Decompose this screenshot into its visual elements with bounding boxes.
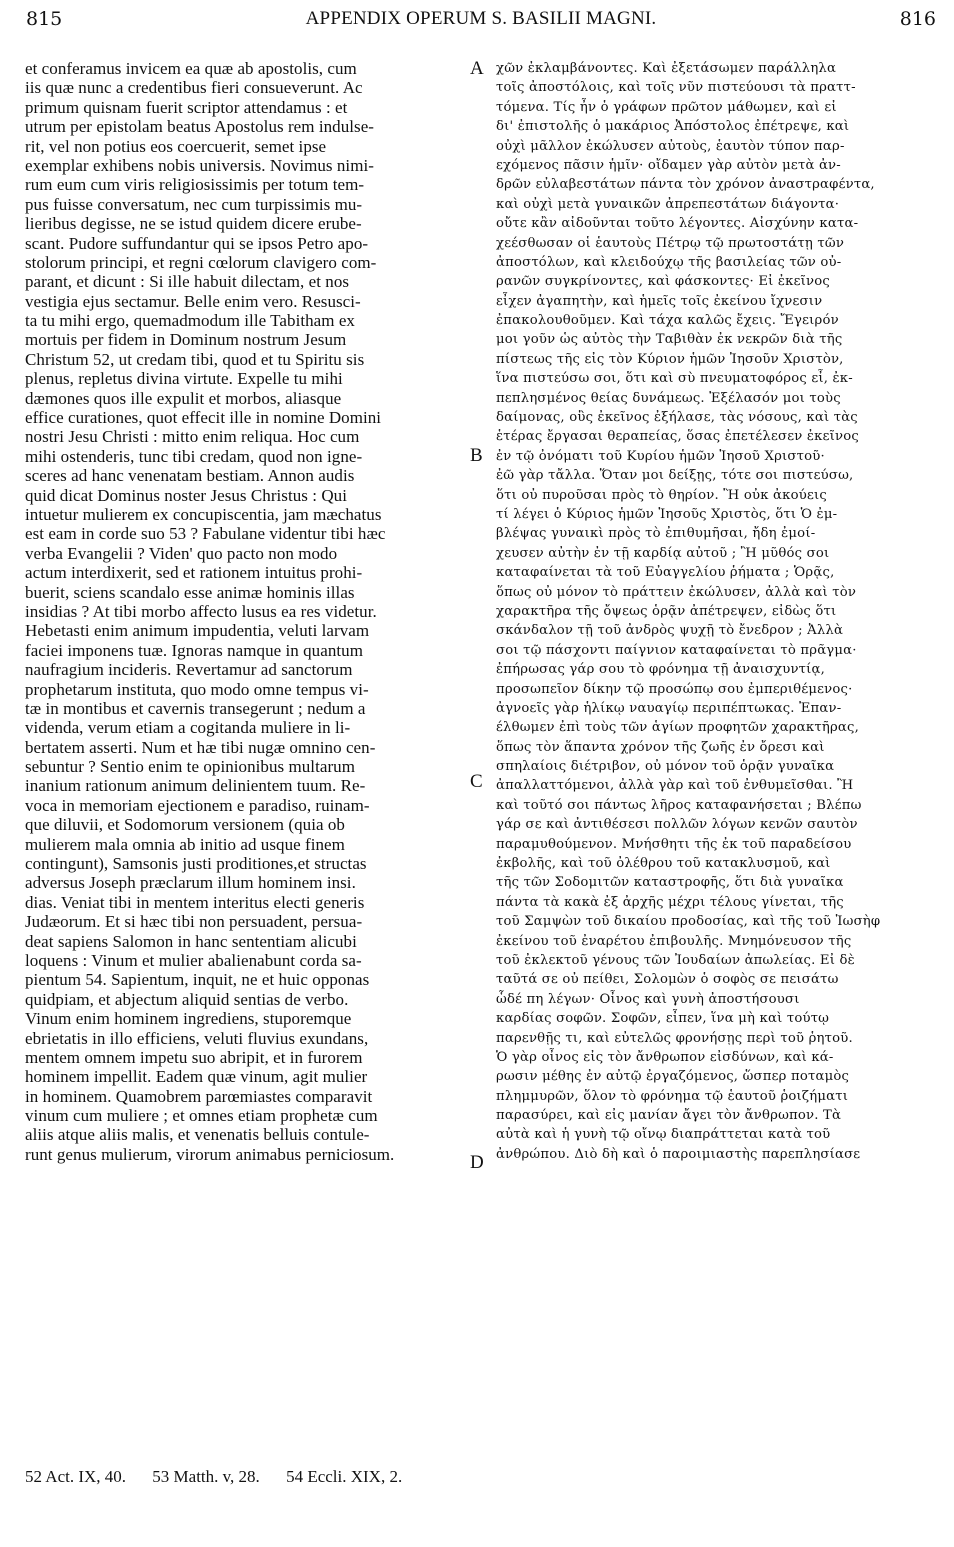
greek-text-line: οὔτε κἂν αἰδοῦνται τοῦτο λέγοντες. Αἰσχύνην κατα- bbox=[496, 216, 859, 232]
latin-text-line: aliis atque aliis malis, et venenatis belluis contule- bbox=[25, 1125, 370, 1145]
greek-text-line: ἑτέρας ἔργασαι θεραπείας, ὅσας ἐπετέλεσεν ἐκεῖνος bbox=[496, 429, 859, 445]
latin-text-line: Judæorum. Et si hæc tibi non persuadent, persua- bbox=[25, 912, 363, 932]
section-marker-b: B bbox=[470, 445, 483, 466]
latin-text-line: rit, vel non potius eos coercuerit, semet ipse bbox=[25, 136, 327, 156]
latin-text-line: loquens : Vinum et mulier abalienabunt corda sa- bbox=[25, 950, 362, 970]
latin-text-line: mortuis per fidem in Dominum nostrum Jesum bbox=[25, 330, 347, 350]
latin-text-line: vestigia ejus sectamur. Belle enim vero. Resusci- bbox=[25, 291, 361, 311]
greek-text-line: γάρ σε καὶ ἀντιθέσεσι πολλῶν λόγων κενῶν σαυτὸν bbox=[496, 817, 858, 833]
latin-text-line: Vinum enim hominem ingrediens, stuporemque bbox=[25, 1009, 352, 1029]
latin-text-line: inanium rationum animum delinientem tuum. Re- bbox=[25, 776, 366, 796]
latin-text-line: iis quæ nunc a credentibus fieri consueverunt. Ac bbox=[25, 78, 363, 98]
latin-text-line: utrum per epistolam beatus Apostolus rem indulse- bbox=[25, 117, 375, 137]
greek-text-line: καὶ τοῦτό σοι πάντως λῆρος καταφανήσεται ; Βλέπω bbox=[496, 797, 862, 813]
latin-text-line: contingunt), Samsonis justi proditiones,et structas bbox=[25, 854, 367, 874]
latin-text-line: intuetur mulierem ex concupiscentia, jam mæchatus bbox=[25, 504, 382, 524]
section-marker-c: C bbox=[470, 771, 483, 792]
greek-text-line: χεέσθωσαν οἱ ἑαυτοὺς Πέτρῳ τῷ πρωτοστάτῃ τῶν bbox=[496, 235, 845, 251]
greek-text-line: δι' ἐπιστολῆς ὁ μακάριος Ἀπόστολος ἐπέτρεψε, καὶ bbox=[496, 119, 850, 135]
latin-text-line: naufragium incideris. Revertamur ad sanctorum bbox=[25, 660, 353, 680]
running-title: APPENDIX OPERUM S. BASILII MAGNI. bbox=[305, 8, 657, 29]
latin-text-line: primum quisnam fuerit scriptor attendamus : et bbox=[25, 97, 348, 117]
greek-text-line: ἐκείνου τοῦ ἐναρέτου ἐπιβουλῆς. Μνημόνευσον τῆς bbox=[496, 933, 852, 949]
latin-text-line: mentem omnem impetu suo abripit, et in furorem bbox=[25, 1047, 363, 1067]
greek-text-line: χευσεν αὐτὴν ἐν τῇ καρδίᾳ αὐτοῦ ; Ἢ μῦθός σοι bbox=[496, 545, 830, 561]
greek-text-line: σκάνδαλον τῇ τοῦ ἀνδρὸς ψυχῇ τὸ ἔνεδρον ; Ἀλλὰ bbox=[496, 623, 844, 639]
latin-text-line: sceres ad hanc venenatam bestiam. Annon audis bbox=[25, 466, 355, 486]
footnote: 53 Matth. v, 28. bbox=[152, 1467, 260, 1486]
greek-text-line: εἶχεν ἀγαπητὴν, καὶ ἡμεῖς τοῖς ἐκείνου ἴχνεσιν bbox=[496, 293, 823, 309]
greek-text-line: πλημμυρῶν, ὅλον τὸ φρόνημα τῷ ἑαυτοῦ ῥοιζήματι bbox=[496, 1088, 849, 1104]
latin-text-line: pientum 54. Sapientum, inquit, ne et huic opponas bbox=[25, 970, 370, 990]
latin-text-line: Christum 52, ut credam tibi, quod et tu Spiritu sis bbox=[25, 349, 365, 369]
latin-text-line: tæ in montibus et cavernis transegerunt ; nedum a bbox=[25, 698, 366, 718]
footnotes bbox=[25, 1467, 725, 1487]
greek-text-line: σοι τῷ πάσχοντι παίγνιον καταφαίνεται τὸ πρᾶγμα· bbox=[496, 642, 857, 658]
latin-text-line: mulierem mala omnia ab initio ad usque finem bbox=[25, 834, 345, 854]
latin-text-line: actum interdixerit, sed et rationem intuitus prohi- bbox=[25, 563, 363, 583]
greek-text-line: ἀνθρώπου. Διὸ δὴ καὶ ὁ παροιμιαστὴς παρεπλησίασε bbox=[496, 1146, 861, 1162]
latin-text-line: parant, et dicunt : Si ille habuit dilectam, et nos bbox=[25, 272, 350, 292]
section-marker-d: D bbox=[470, 1152, 484, 1173]
greek-text-line: χαρακτῆρα τῆς ὄψεως ὁρᾷν ἀπέτρεψεν, εἰδὼς ὅτι bbox=[496, 603, 837, 619]
right-page-number: 816 bbox=[899, 8, 936, 30]
latin-text-line: dias. Veniat tibi in mentem interitus electi generis bbox=[25, 892, 365, 912]
section-marker-a: A bbox=[470, 58, 484, 79]
latin-text-line: runt genus mulierum, virorum animabus perniciosum. bbox=[25, 1144, 395, 1164]
latin-text-line: ta tu mihi ergo, quemadmodum ille Tabitham ex bbox=[25, 311, 355, 331]
greek-text-line: καταφαίνεται τὰ τοῦ Εὐαγγελίου ῥήματα ; Ὁρᾷς, bbox=[496, 565, 835, 581]
greek-text-line: χῶν ἐκλαμβάνοντες. Καὶ ἐξετάσωμεν παράλληλα bbox=[496, 61, 837, 76]
latin-text-line: nostri Jesu Christi : mitto enim reliqua. Hoc cum bbox=[25, 427, 360, 447]
latin-text-line: insidias ? At tibi morbo affecto lusus ea res videtur. bbox=[25, 601, 377, 621]
latin-text-line: bertatem asserti. Num et hæ tibi nugæ omnino cen- bbox=[25, 737, 376, 757]
latin-text-line: pus fuisse conversatum, nec cum turpissimis mu- bbox=[25, 194, 363, 214]
greek-text-line: μοι γοῦν ὡς αὐτὸς τὴν Ταβιθὰν ἐκ νεκρῶν διὰ τῆς bbox=[496, 332, 843, 348]
greek-text-line: ἐν τῷ ὀνόματι τοῦ Κυρίου ἡμῶν Ἰησοῦ Χριστοῦ· bbox=[496, 448, 825, 464]
greek-text-line: πάντα τὰ κακὰ ἐξ ἀρχῆς μέχρι τέλους γίνεται, τῆς bbox=[496, 894, 844, 910]
greek-text-line: ἐκβολῆς, καὶ τοῦ ὀλέθρου τοῦ κατακλυσμοῦ, καὶ bbox=[496, 856, 831, 872]
greek-column bbox=[496, 59, 936, 1164]
latin-text-line: buerit, sciens scandalo esse animæ hominis illas bbox=[25, 582, 355, 602]
latin-text-line: Hebetasti enim animum impudentia, veluti larvam bbox=[25, 621, 370, 641]
latin-text-line: quidpiam, et abjectum aliquid sentias de verbo. bbox=[25, 989, 349, 1009]
greek-text-line: τῆς τῶν Σοδομιτῶν καταστροφῆς, ὅτι διὰ γυναῖκα bbox=[496, 875, 844, 891]
greek-text-line: ἀγνοεῖς γὰρ ἡλίκῳ ναυαγίῳ περιπέπτωκας. Ἐπαν- bbox=[496, 700, 842, 716]
greek-text-line: ὅπως οὐ μόνον τὸ πράττειν ἐκώλυσεν, ἀλλὰ καὶ τὸν bbox=[496, 584, 857, 600]
latin-text-line: deat sapiens Salomon in hanc sententiam alicubi bbox=[25, 931, 357, 951]
greek-text-line: ἀποστόλων, καὶ κλειδούχῳ τῆς βασιλείας τῶν οὐ- bbox=[496, 254, 842, 270]
greek-text-line: ρωσιν μέθης ἐν αὐτῷ ἐργαζόμενος, ὥσπερ ποταμὸς bbox=[496, 1069, 850, 1085]
latin-text-line: sebuntur ? Sentio enim te opinionibus multarum bbox=[25, 757, 355, 777]
latin-text-line: plenus, repletus divina virtute. Expelle tu mihi bbox=[25, 369, 343, 389]
latin-text-line: verba Evangelii ? Viden' quo pacto non modo bbox=[25, 543, 338, 563]
greek-text-line: ρανῶν συγκρίνοντες, καὶ φάσκοντες· Εἰ ἐκεῖνος bbox=[496, 274, 830, 290]
latin-text-line: ebrietatis in illo efficiens, veluti fluvius exundans, bbox=[25, 1028, 369, 1048]
footnote: 52 Act. IX, 40. bbox=[25, 1467, 127, 1486]
greek-text-line: σπηλαίοις διέτριβον, οὐ μόνον τοῦ ὁρᾷν γυναῖκα bbox=[496, 759, 835, 775]
greek-text-line: τόμενα. Τίς ἦν ὁ γράφων πρῶτον μάθωμεν, καὶ εἰ bbox=[496, 99, 837, 115]
greek-text-line: ἐπήρωσας γάρ σου τὸ φρόνημα τῇ ἀναισχυντίᾳ, bbox=[496, 662, 826, 678]
greek-text-line: βλέψας γυναικὶ πρὸς τὸ ἐπιθυμῆσαι, ἤδη ἐμοί- bbox=[496, 526, 816, 542]
footnote: 54 Eccli. XIX, 2. bbox=[286, 1467, 403, 1486]
latin-text-line: effice curationes, quot effecit ille in nomine Domini bbox=[25, 408, 382, 428]
greek-text-line: καρδίας σοφῶν. Σοφῶν, εἶπεν, ἵνα μὴ καὶ τούτῳ bbox=[496, 1011, 830, 1027]
greek-text-line: τοῖς ἀποστόλοις, καὶ τοῖς νῦν πιστεύουσι τὰ πραττ- bbox=[496, 80, 856, 96]
latin-text-line: quid dicat Dominus noster Jesus Christus : Qui bbox=[25, 485, 347, 505]
greek-text-line: παρενθῇς τι, καὶ εὐτελῶς φρονήσῃς περὶ τοῦ ῥητοῦ. bbox=[496, 1030, 853, 1046]
left-page-number: 815 bbox=[26, 8, 63, 30]
greek-text-line: έλθωμεν ἐπὶ τοὺς τῶν ἁγίων προφητῶν χαρακτῆρας, bbox=[496, 720, 859, 736]
greek-text-line: παρασύρει, καὶ εἰς μανίαν ἄγει τὸν ἄνθρωπον. Τὰ bbox=[496, 1108, 842, 1124]
greek-text-line: τοῦ Σαμψὼν τοῦ δικαίου προδοσίας, καὶ τῆς τοῦ Ἰωσὴφ bbox=[496, 914, 881, 930]
greek-text-line: εχόμενος πᾶσιν ἡμῖν· οἴδαμεν γὰρ αὐτὸν μετὰ ἀν- bbox=[496, 157, 841, 173]
latin-text-line: scant. Pudore suffundantur qui se ipsos Petro apo- bbox=[25, 233, 369, 253]
latin-text-line: exemplar exhibens nobis universis. Novimus nimi- bbox=[25, 155, 374, 175]
latin-text-line: prophetarum instituta, quo modo omne tempus vi- bbox=[25, 679, 369, 699]
greek-text-line: προσωπεῖον δίκην τῷ προσώπῳ σου ἐμπεριθέμενος· bbox=[496, 681, 853, 697]
latin-column bbox=[25, 59, 466, 1164]
greek-text-line: παραμυθούμενον. Μνήσθητι τῆς ἐκ τοῦ παραδείσου bbox=[496, 836, 852, 852]
page-header bbox=[26, 6, 936, 36]
latin-text-line: mihi ostenderis, tunc tibi credam, quod non igne- bbox=[25, 446, 363, 466]
greek-text-line: ἵνα πιστεύσω σοι, ὅτι καὶ σὺ πνευματοφόρος εἶ, ἐκ- bbox=[496, 371, 853, 387]
greek-text-line: αὐτὰ καὶ ἡ γυνὴ τῷ οἴνῳ διαπράττεται κατὰ τοῦ bbox=[496, 1127, 831, 1143]
latin-text-line: stolorum principi, et regni cœlorum clavigero com- bbox=[25, 252, 377, 272]
greek-text-line: ὅτι οὐ πυροῦσαι πρὸς τὸ θηρίον. Ἢ οὐκ ἀκούεις bbox=[496, 487, 827, 503]
greek-text-line: δρῶν εὐλαβεστάτων πάντα τὸν χρόνον ἀναστραφέντα, bbox=[496, 177, 875, 193]
latin-text-line: vinum cum muliere ; et omnes etiam prophetæ cum bbox=[25, 1106, 378, 1126]
greek-text-line: καὶ οὐχὶ μετὰ γυναικῶν ἀπρεπεστάτων διάγοντα· bbox=[496, 196, 840, 212]
greek-text-line: τί λέγει ὁ Κύριος ἡμῶν Ἰησοῦς Χριστὸς, ὅτι Ὁ ἐμ- bbox=[496, 506, 838, 522]
latin-text-line: dæmones quos ille expulit et morbos, aliasque bbox=[25, 388, 342, 408]
greek-text-line: πεπλησμένος θείας δυνάμεως. Ἐξέλασόν μοι τοὺς bbox=[496, 390, 841, 406]
latin-text-line: lieribus degisse, ne se istud quidem dicere erube- bbox=[25, 214, 362, 234]
latin-text-line: que diluvii, et Sodomorum versionem (quia ob bbox=[25, 815, 345, 835]
latin-text-line: in hominem. Quamobrem parœmiastes comparavit bbox=[25, 1086, 373, 1106]
greek-text-line: ἐῶ γὰρ τἄλλα. Ὅταν μοι δείξῃς, τότε σοι πιστεύσω, bbox=[496, 468, 854, 484]
greek-text-line: τοῦ ἐκλεκτοῦ γένους τῶν Ἰουδαίων ἀπωλείας. Εἰ δὲ bbox=[496, 952, 855, 968]
greek-text-line: ἀπαλλαττόμενοι, ἀλλὰ γὰρ καὶ τοῦ ἐνθυμεῖσθαι. Ἢ bbox=[496, 778, 854, 794]
greek-text-line: οὐχὶ μᾶλλον ἐκώλυσεν αὐτοὺς, ἑαυτὸν τύπον παρ- bbox=[496, 138, 845, 154]
latin-text-line: videnda, verum etiam a cogitanda muliere in li- bbox=[25, 718, 351, 738]
greek-text-line: ἐπακολουθοῦμεν. Καὶ τάχα καλῶς ἔχεις. Ἔγειρόν bbox=[496, 313, 839, 329]
latin-text-line: et conferamus invicem ea quæ ab apostolis, cum bbox=[25, 59, 357, 78]
latin-text-line: est eam in corde suo 53 ? Fabulane videntur tibi hæc bbox=[25, 524, 386, 544]
greek-text-line: ταῦτά σε οὐ πείθει, Σολομὼν ὁ σοφὸς σε πεισάτω bbox=[496, 972, 839, 988]
latin-text-line: rum eum cum viris religiosissimis per totum tem- bbox=[25, 175, 365, 195]
greek-text-line: ὧδέ πη λέγων· Οἶνος καὶ γυνὴ ἀποστήσουσι bbox=[496, 991, 800, 1007]
greek-text-line: ὅπως τὸν ἅπαντα χρόνον τῆς ζωῆς ἐν ὄρεσι καὶ bbox=[496, 739, 825, 755]
latin-text-line: adversus Joseph præclarum illum hominem insi. bbox=[25, 873, 356, 893]
latin-text-line: faciei imponens tuæ. Ignoras namque in quantum bbox=[25, 640, 363, 660]
latin-text-line: hominem impellit. Eadem quæ vinum, agit mulier bbox=[25, 1067, 368, 1087]
latin-text-line: voca in memoriam ejectionem e paradiso, ruinam- bbox=[25, 795, 370, 815]
greek-text-line: δαίμονας, οὓς ἐκεῖνος ἐξήλασε, τὰς νόσους, καὶ τὰς bbox=[496, 410, 858, 426]
greek-text-line: Ὁ γὰρ οἶνος εἰς τὸν ἄνθρωπον εἰσδύνων, καὶ κά- bbox=[496, 1049, 834, 1065]
greek-text-line: πίστεως τῆς εἰς τὸν Κύριον ἡμῶν Ἰησοῦν Χριστὸν, bbox=[496, 351, 844, 367]
